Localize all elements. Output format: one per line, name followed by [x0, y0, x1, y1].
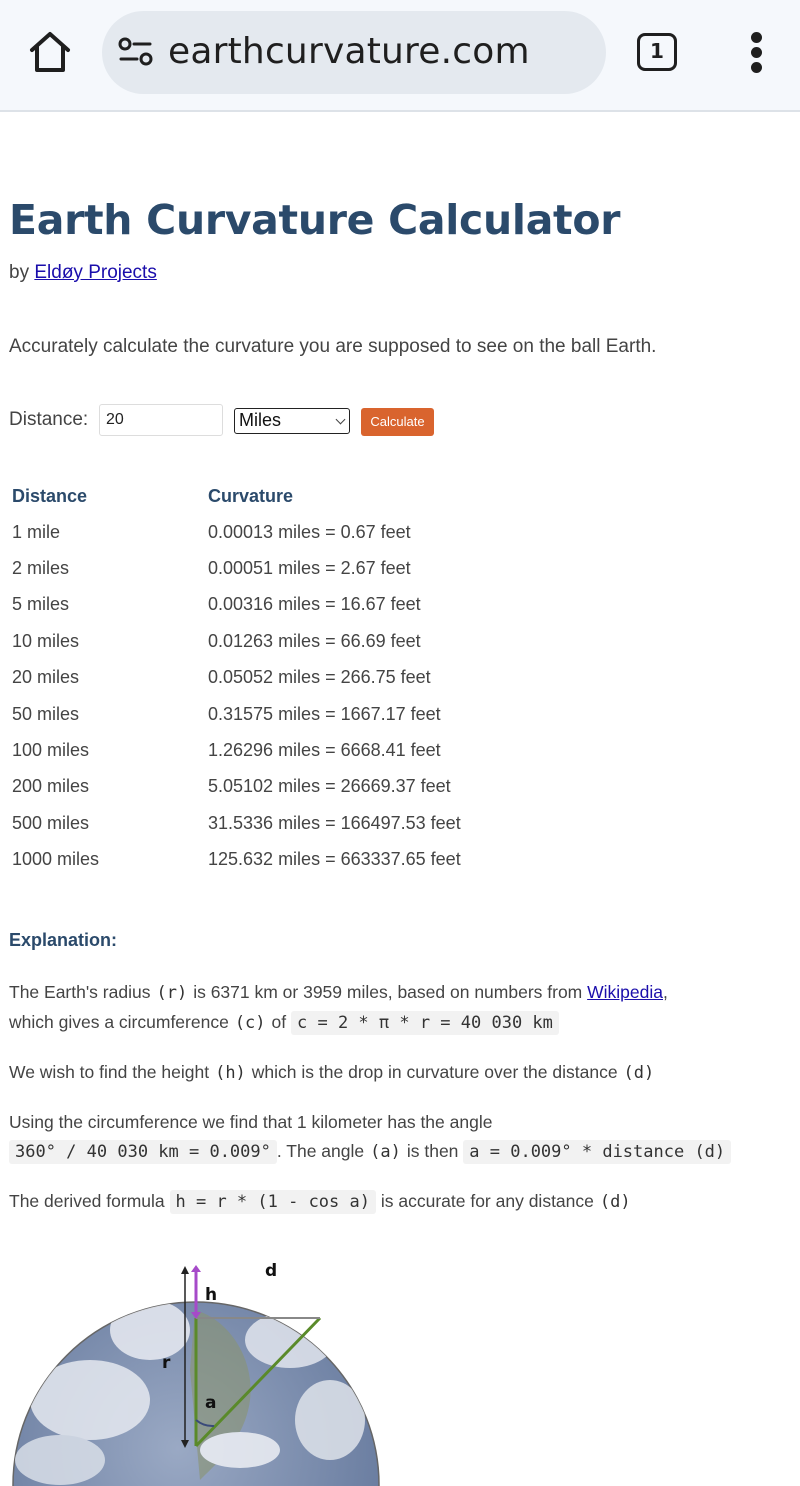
distance-symbol: (d) — [599, 1192, 631, 1212]
curvature-cell: 0.05052 miles = 266.75 feet — [208, 667, 431, 688]
browser-toolbar — [0, 0, 800, 112]
label-r: r — [162, 1353, 171, 1373]
distance-cell: 50 miles — [12, 703, 80, 724]
url-text[interactable]: earthcurvature.com — [168, 31, 530, 72]
calculate-button[interactable]: Calculate — [361, 408, 434, 436]
wikipedia-link[interactable]: Wikipedia — [587, 982, 664, 1002]
label-a: a — [205, 1393, 217, 1413]
table-row — [9, 805, 461, 841]
curvature-cell: 5.05102 miles = 26669.37 feet — [208, 776, 451, 797]
explanation-heading: Explanation: — [9, 930, 118, 950]
derived-formula: h = r * (1 - cos a) — [170, 1190, 376, 1214]
radius-symbol: (r) — [156, 983, 188, 1003]
text: , — [663, 982, 668, 1002]
circumference-formula: c = 2 * π * r = 40 030 km — [291, 1011, 559, 1035]
distance-cell: 20 miles — [12, 667, 80, 688]
home-icon[interactable] — [26, 28, 74, 76]
explanation-line-1 — [9, 982, 668, 1003]
intro-text: Accurately calculate the curvature you are supposed to see on the ball Earth. — [9, 336, 657, 357]
table-row — [9, 769, 461, 805]
text: which gives a circumference — [9, 1012, 229, 1032]
circumference-symbol: (c) — [234, 1013, 266, 1033]
table-row — [9, 660, 461, 696]
text: The Earth's radius — [9, 982, 151, 1002]
table-row — [9, 732, 461, 768]
text: We wish to find the height — [9, 1062, 210, 1082]
distance-cell: 100 miles — [12, 740, 90, 761]
distance-label: Distance: — [9, 409, 89, 430]
distance-cell: 1000 miles — [12, 849, 100, 870]
explanation-line-2 — [9, 1012, 559, 1033]
chevron-down-icon — [336, 415, 346, 425]
byline — [9, 262, 157, 284]
text: of — [271, 1012, 287, 1032]
more-options-icon[interactable] — [744, 32, 770, 74]
text: Using the circumference we find that 1 kilometer has the angle — [9, 1112, 493, 1132]
height-symbol: (h) — [215, 1063, 246, 1083]
table-row — [9, 623, 461, 659]
distance-cell: 1 mile — [12, 521, 61, 542]
byline-prefix: by — [9, 262, 35, 283]
address-bar[interactable] — [102, 11, 606, 94]
table-row — [9, 514, 461, 550]
curvature-diagram — [0, 1250, 400, 1486]
distance-cell: 5 miles — [12, 594, 70, 615]
curvature-cell: 1.26296 miles = 6668.41 feet — [208, 740, 441, 761]
text: The derived formula — [9, 1191, 165, 1211]
page-title: Earth Curvature Calculator — [9, 196, 621, 244]
distance-cell: 10 miles — [12, 630, 80, 651]
angle-formula: a = 0.009° * distance (d) — [463, 1140, 731, 1164]
distance-cell: 200 miles — [12, 776, 90, 797]
curvature-cell: 0.00316 miles = 16.67 feet — [208, 594, 421, 615]
curvature-cell: 0.00051 miles = 2.67 feet — [208, 558, 411, 579]
explanation-line-6 — [9, 1191, 637, 1212]
table-row — [9, 696, 461, 732]
unit-selected-value: Miles — [239, 410, 282, 430]
text: which is the drop in curvature over the distance — [251, 1062, 618, 1082]
author-link[interactable]: Eldøy Projects — [34, 262, 157, 283]
angle-per-km-formula: 360° / 40 030 km = 0.009° — [9, 1140, 277, 1164]
distance-cell: 2 miles — [12, 558, 70, 579]
curvature-cell: 125.632 miles = 663337.65 feet — [208, 849, 461, 870]
table-header-row — [9, 478, 461, 514]
curvature-cell: 31.5336 miles = 166497.53 feet — [208, 812, 461, 833]
text: is accurate for any distance — [380, 1191, 594, 1211]
curvature-cell: 0.31575 miles = 1667.17 feet — [208, 703, 441, 724]
tab-switcher-button[interactable]: 1 — [637, 33, 677, 71]
table-row — [9, 842, 461, 878]
table-row — [9, 550, 461, 586]
calculator-form — [9, 404, 709, 438]
distance-symbol: (d) — [623, 1063, 655, 1083]
distance-cell: 500 miles — [12, 812, 90, 833]
column-header-curvature: Curvature — [208, 485, 294, 506]
label-h: h — [205, 1285, 218, 1305]
explanation-line-3 — [9, 1062, 660, 1083]
curvature-cell: 0.01263 miles = 66.69 feet — [208, 630, 421, 651]
curvature-cell: 0.00013 miles = 0.67 feet — [208, 521, 411, 542]
distance-input[interactable] — [99, 404, 223, 436]
curvature-table — [9, 478, 461, 878]
angle-symbol: (a) — [370, 1142, 401, 1162]
column-header-distance: Distance — [12, 485, 88, 506]
text: is then — [406, 1141, 459, 1161]
unit-select[interactable] — [234, 408, 350, 434]
site-settings-icon[interactable] — [118, 37, 154, 67]
explanation-line-5 — [9, 1141, 731, 1162]
text: is 6371 km or 3959 miles, based on numbers from — [193, 982, 583, 1002]
table-row — [9, 587, 461, 623]
text: . The angle — [276, 1141, 365, 1161]
label-d: d — [265, 1261, 278, 1281]
explanation-line-4 — [9, 1112, 492, 1133]
